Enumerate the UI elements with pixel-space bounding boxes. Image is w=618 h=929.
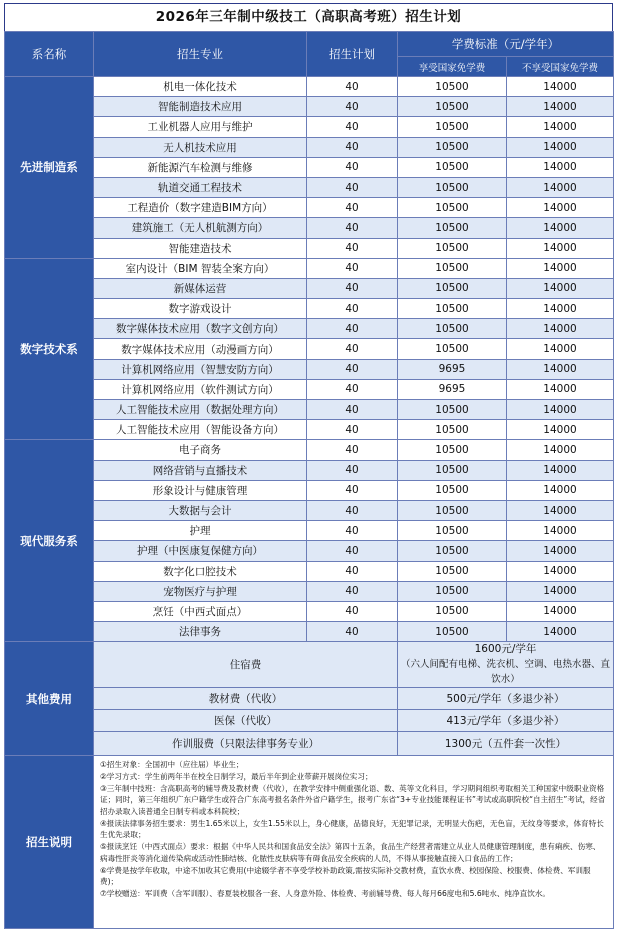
major-name: 网络营销与直播技术 <box>94 460 307 480</box>
major-row <box>5 601 614 621</box>
other-fee-value-detail: （六人间配有电梯、洗衣机、空调、电热水器、直饮水） <box>400 659 610 686</box>
major-plan: 40 <box>307 561 398 581</box>
major-fee-free: 10500 <box>398 278 507 298</box>
major-row <box>5 561 614 581</box>
major-plan: 40 <box>307 601 398 621</box>
major-row <box>5 541 614 561</box>
note-line: ⑥学费是按学年收取，中途不加收其它费用(中途辍学者不享受学校补助政策,需按实际补交教材费，直饮水费、校园保险、校服费、体检费、军训服费)； <box>100 865 591 887</box>
major-name: 无人机技术应用 <box>94 137 307 157</box>
major-fee-nofree: 14000 <box>507 500 614 520</box>
major-fee-free: 10500 <box>398 460 507 480</box>
major-plan: 40 <box>307 480 398 500</box>
major-fee-free: 10500 <box>398 218 507 238</box>
major-fee-nofree: 14000 <box>507 157 614 177</box>
major-name: 护理 <box>94 521 307 541</box>
major-fee-free: 9695 <box>398 359 507 379</box>
major-row <box>5 137 614 157</box>
major-fee-nofree: 14000 <box>507 117 614 137</box>
major-fee-free: 10500 <box>398 400 507 420</box>
major-fee-nofree: 14000 <box>507 299 614 319</box>
major-plan: 40 <box>307 420 398 440</box>
major-plan: 40 <box>307 137 398 157</box>
major-fee-free: 10500 <box>398 97 507 117</box>
notes-content <box>94 756 614 929</box>
major-fee-nofree: 14000 <box>507 137 614 157</box>
major-name: 宠物医疗与护理 <box>94 581 307 601</box>
major-fee-nofree: 14000 <box>507 339 614 359</box>
major-plan: 40 <box>307 339 398 359</box>
other-fee-value: 1300元（五件套一次性） <box>398 732 614 756</box>
major-name: 人工智能技术应用（智能设备方向） <box>94 420 307 440</box>
major-fee-free: 10500 <box>398 137 507 157</box>
document-title: 2026年三年制中级技工（高职高考班）招生计划 <box>4 3 613 31</box>
major-row <box>5 238 614 258</box>
major-row <box>5 379 614 399</box>
enrollment-table <box>4 31 614 929</box>
major-plan: 40 <box>307 198 398 218</box>
major-fee-free: 10500 <box>398 581 507 601</box>
major-row <box>5 299 614 319</box>
major-fee-nofree: 14000 <box>507 581 614 601</box>
major-fee-nofree: 14000 <box>507 379 614 399</box>
notes-label: 招生说明 <box>5 756 94 929</box>
major-name: 人工智能技术应用（数据处理方向） <box>94 400 307 420</box>
major-name: 形象设计与健康管理 <box>94 480 307 500</box>
major-name: 建筑施工（无人机航测方向） <box>94 218 307 238</box>
major-name: 室内设计（BIM 智装全案方向） <box>94 258 307 278</box>
note-line: ④报读法律事务招生要求：男生1.65米以上，女生1.55米以上，身心健康，品德良好，无犯罪记录，无明显大伤疤，无色盲，无纹身等要求，体育特长生优先录取； <box>100 818 604 840</box>
major-fee-nofree: 14000 <box>507 319 614 339</box>
major-row <box>5 521 614 541</box>
major-fee-free: 10500 <box>398 480 507 500</box>
major-plan: 40 <box>307 541 398 561</box>
other-fee-value: 500元/学年（多退少补） <box>398 688 614 710</box>
other-fee-row <box>5 710 614 732</box>
major-fee-nofree: 14000 <box>507 177 614 197</box>
major-plan: 40 <box>307 440 398 460</box>
major-fee-free: 10500 <box>398 339 507 359</box>
other-fee-value-main: 1600元/学年 <box>474 643 537 656</box>
major-name: 新能源汽车检测与维修 <box>94 157 307 177</box>
major-fee-free: 10500 <box>398 117 507 137</box>
major-name: 工程造价（数字建造BIM方向） <box>94 198 307 218</box>
major-row <box>5 339 614 359</box>
major-fee-free: 10500 <box>398 299 507 319</box>
major-fee-nofree: 14000 <box>507 97 614 117</box>
major-plan: 40 <box>307 379 398 399</box>
major-row <box>5 77 614 97</box>
major-name: 数字化口腔技术 <box>94 561 307 581</box>
major-name: 数字媒体技术应用（动漫画方向） <box>94 339 307 359</box>
major-fee-nofree: 14000 <box>507 198 614 218</box>
major-fee-nofree: 14000 <box>507 359 614 379</box>
major-row <box>5 480 614 500</box>
major-plan: 40 <box>307 177 398 197</box>
department-name: 先进制造系 <box>5 77 94 259</box>
major-fee-free: 10500 <box>398 420 507 440</box>
major-row <box>5 157 614 177</box>
major-fee-nofree: 14000 <box>507 440 614 460</box>
other-fees-label: 其他费用 <box>5 642 94 756</box>
major-fee-nofree: 14000 <box>507 601 614 621</box>
major-row <box>5 500 614 520</box>
major-name: 数字媒体技术应用（数字文创方向） <box>94 319 307 339</box>
major-fee-nofree: 14000 <box>507 218 614 238</box>
major-fee-free: 10500 <box>398 500 507 520</box>
other-fee-value: 413元/学年（多退少补） <box>398 710 614 732</box>
other-fee-row <box>5 732 614 756</box>
major-name: 机电一体化技术 <box>94 77 307 97</box>
other-fee-value <box>398 642 614 688</box>
major-fee-free: 10500 <box>398 238 507 258</box>
major-plan: 40 <box>307 500 398 520</box>
major-fee-free: 10500 <box>398 198 507 218</box>
major-fee-nofree: 14000 <box>507 480 614 500</box>
department-name: 现代服务系 <box>5 440 94 642</box>
major-fee-nofree: 14000 <box>507 622 614 642</box>
major-row <box>5 460 614 480</box>
major-fee-free: 10500 <box>398 440 507 460</box>
other-fee-row <box>5 688 614 710</box>
major-plan: 40 <box>307 97 398 117</box>
major-name: 大数据与会计 <box>94 500 307 520</box>
major-name: 工业机器人应用与维护 <box>94 117 307 137</box>
department-rows <box>5 77 614 642</box>
major-fee-free: 10500 <box>398 521 507 541</box>
major-fee-free: 10500 <box>398 77 507 97</box>
major-fee-free: 10500 <box>398 177 507 197</box>
major-fee-free: 10500 <box>398 541 507 561</box>
major-fee-free: 10500 <box>398 601 507 621</box>
header-dept: 系名称 <box>5 32 94 77</box>
major-row <box>5 420 614 440</box>
major-row <box>5 622 614 642</box>
major-fee-nofree: 14000 <box>507 541 614 561</box>
department-name: 数字技术系 <box>5 258 94 440</box>
major-row <box>5 359 614 379</box>
other-fee-name: 作训服费（只限法律事务专业） <box>94 732 398 756</box>
major-name: 法律事务 <box>94 622 307 642</box>
major-plan: 40 <box>307 521 398 541</box>
major-fee-free: 10500 <box>398 561 507 581</box>
major-name: 新媒体运营 <box>94 278 307 298</box>
major-fee-nofree: 14000 <box>507 77 614 97</box>
major-row <box>5 440 614 460</box>
major-name: 计算机网络应用（软件测试方向） <box>94 379 307 399</box>
major-fee-nofree: 14000 <box>507 258 614 278</box>
other-fee-name: 教材费（代收） <box>94 688 398 710</box>
major-row <box>5 218 614 238</box>
major-fee-nofree: 14000 <box>507 238 614 258</box>
note-line: ③三年制中技班：含高职高考的辅导费及教材费（代收），在教学安排中侧重强化语、数、英等文化科目，学习期间组织考取相关工种国家中级职业资格证；同时，第三年组织广东户籍学生或符合广东高考报名条件外省户籍学生，报考广东省“3+专业技能课程证书”考试或高职院校“自主招生”考试，经省招办录取入读普通全日制专科或本科院校； <box>100 783 606 817</box>
major-plan: 40 <box>307 157 398 177</box>
enrollment-plan-document <box>4 3 613 929</box>
header-plan: 招生计划 <box>307 32 398 77</box>
major-name: 智能制造技术应用 <box>94 97 307 117</box>
header-fee-free: 享受国家免学费 <box>398 57 507 77</box>
major-fee-nofree: 14000 <box>507 400 614 420</box>
major-row <box>5 177 614 197</box>
major-fee-free: 10500 <box>398 258 507 278</box>
major-plan: 40 <box>307 400 398 420</box>
major-fee-free: 9695 <box>398 379 507 399</box>
major-name: 计算机网络应用（智慧安防方向） <box>94 359 307 379</box>
major-fee-free: 10500 <box>398 319 507 339</box>
major-row <box>5 97 614 117</box>
major-row <box>5 198 614 218</box>
major-fee-free: 10500 <box>398 622 507 642</box>
note-line: ①招生对象：全国初中（应往届）毕业生； <box>100 760 244 770</box>
major-name: 智能建造技术 <box>94 238 307 258</box>
note-line: ⑤报读烹饪（中西式面点）要求：根据《中华人民共和国食品安全法》第四十五条，食品生产经营者需建立从业人员健康管理制度，患有痢疾、伤寒、病毒性肝炎等消化道传染病或活动性肺结核、化脓性皮肤病等有碍食品安全疾病的人员，不得从事接触直接入口食品的工作； <box>100 842 601 863</box>
note-line: ②学习方式：学生前两年半在校全日制学习，最后半年到企业带薪开展岗位实习； <box>100 771 373 781</box>
header-fee: 学费标准（元/学年） <box>398 32 614 57</box>
major-plan: 40 <box>307 581 398 601</box>
major-fee-nofree: 14000 <box>507 420 614 440</box>
major-plan: 40 <box>307 622 398 642</box>
major-plan: 40 <box>307 238 398 258</box>
note-line: ⑦学校赠送：军训费（含军训服）、春夏装校服各一套、人身意外险、体检费、考前辅导费、每人每月66度电和5.6吨水、纯净直饮水。 <box>100 888 550 898</box>
table-header-row <box>5 32 614 57</box>
major-plan: 40 <box>307 117 398 137</box>
header-major: 招生专业 <box>94 32 307 77</box>
major-plan: 40 <box>307 218 398 238</box>
other-fee-row <box>5 642 614 688</box>
major-fee-nofree: 14000 <box>507 521 614 541</box>
major-row <box>5 400 614 420</box>
header-fee-nofree: 不享受国家免学费 <box>507 57 614 77</box>
major-plan: 40 <box>307 299 398 319</box>
major-row <box>5 117 614 137</box>
notes-row <box>5 756 614 929</box>
major-name: 电子商务 <box>94 440 307 460</box>
major-row <box>5 581 614 601</box>
major-row <box>5 258 614 278</box>
major-plan: 40 <box>307 319 398 339</box>
major-name: 护理（中医康复保健方向） <box>94 541 307 561</box>
major-name: 数字游戏设计 <box>94 299 307 319</box>
major-plan: 40 <box>307 359 398 379</box>
major-plan: 40 <box>307 77 398 97</box>
major-fee-nofree: 14000 <box>507 460 614 480</box>
major-plan: 40 <box>307 460 398 480</box>
major-plan: 40 <box>307 258 398 278</box>
other-fee-name: 住宿费 <box>94 642 398 688</box>
major-fee-nofree: 14000 <box>507 561 614 581</box>
major-row <box>5 319 614 339</box>
major-plan: 40 <box>307 278 398 298</box>
major-fee-free: 10500 <box>398 157 507 177</box>
major-name: 轨道交通工程技术 <box>94 177 307 197</box>
major-fee-nofree: 14000 <box>507 278 614 298</box>
other-fee-name: 医保（代收） <box>94 710 398 732</box>
major-row <box>5 278 614 298</box>
major-name: 烹饪（中西式面点） <box>94 601 307 621</box>
